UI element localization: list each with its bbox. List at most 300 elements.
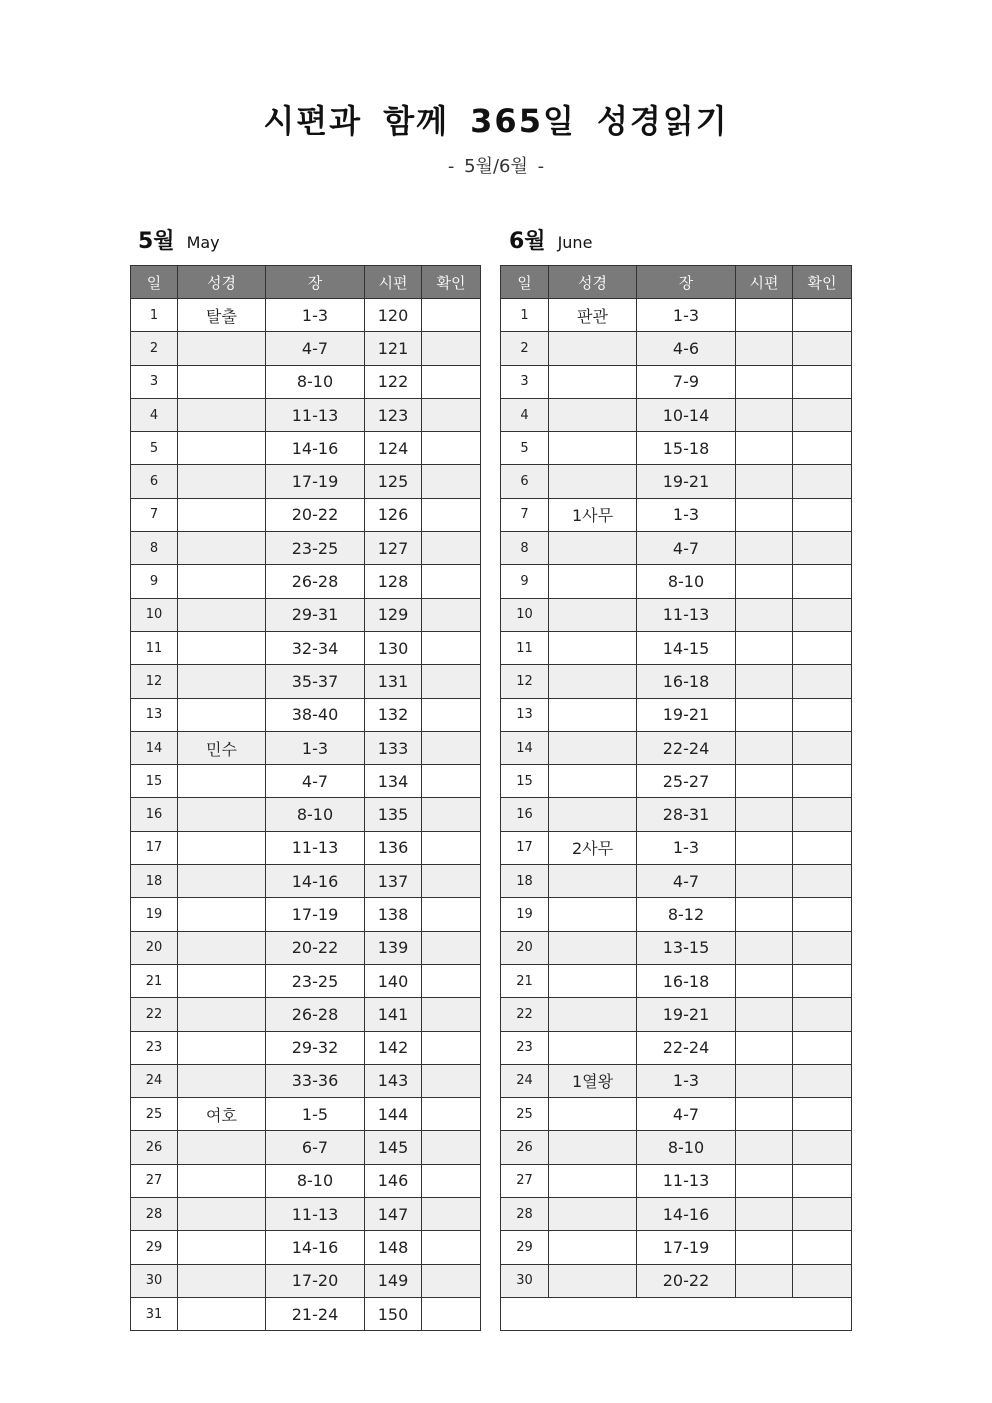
chapter-cell: 6-7: [266, 1131, 365, 1164]
day-cell: 29: [131, 1231, 178, 1264]
chapter-cell: 20-22: [637, 1264, 736, 1297]
chapter-cell: 11-13: [266, 398, 365, 431]
check-cell[interactable]: [793, 432, 852, 465]
check-cell[interactable]: [422, 1198, 481, 1231]
check-cell[interactable]: [422, 565, 481, 598]
book-cell: [178, 332, 266, 365]
check-cell[interactable]: [793, 831, 852, 864]
chapter-cell: 1-3: [637, 1064, 736, 1097]
day-cell: 1: [131, 299, 178, 332]
chapter-cell: 17-19: [266, 465, 365, 498]
check-cell[interactable]: [422, 631, 481, 664]
day-cell: 16: [501, 798, 549, 831]
day-cell: 21: [131, 964, 178, 997]
table-row: [501, 998, 852, 1031]
psalm-cell: 141: [365, 998, 422, 1031]
check-cell[interactable]: [422, 964, 481, 997]
chapter-cell: 16-18: [637, 665, 736, 698]
check-cell[interactable]: [793, 964, 852, 997]
chapter-cell: 1-3: [637, 299, 736, 332]
book-cell: [549, 898, 637, 931]
check-cell[interactable]: [422, 365, 481, 398]
table-row: [501, 299, 852, 332]
check-cell[interactable]: [793, 665, 852, 698]
table-row: [501, 765, 852, 798]
table-row: [131, 1064, 481, 1097]
book-cell: [178, 498, 266, 531]
check-cell[interactable]: [793, 898, 852, 931]
day-cell: 14: [131, 731, 178, 764]
table-row: [501, 498, 852, 531]
table-row: [131, 398, 481, 431]
day-cell: 13: [501, 698, 549, 731]
psalm-cell: [736, 998, 793, 1031]
chapter-cell: 26-28: [266, 998, 365, 1031]
check-cell[interactable]: [422, 332, 481, 365]
table-row: [131, 532, 481, 565]
table-row: [501, 964, 852, 997]
check-cell[interactable]: [793, 332, 852, 365]
table-header-row: [501, 266, 852, 299]
psalm-cell: 133: [365, 731, 422, 764]
check-cell[interactable]: [422, 299, 481, 332]
chapter-cell: 14-16: [266, 865, 365, 898]
table-row: [131, 299, 481, 332]
check-cell[interactable]: [422, 731, 481, 764]
book-cell: 민수: [178, 731, 266, 764]
book-cell: [178, 1264, 266, 1297]
check-cell[interactable]: [793, 1031, 852, 1064]
day-cell: 3: [501, 365, 549, 398]
check-cell[interactable]: [422, 1064, 481, 1097]
psalm-cell: [736, 432, 793, 465]
chapter-cell: 4-7: [637, 1098, 736, 1131]
check-cell[interactable]: [422, 898, 481, 931]
table-row: [131, 598, 481, 631]
day-cell: 21: [501, 964, 549, 997]
psalm-cell: 138: [365, 898, 422, 931]
header-book: 성경: [549, 266, 637, 299]
psalm-cell: 125: [365, 465, 422, 498]
check-cell[interactable]: [422, 1264, 481, 1297]
chapter-cell: 13-15: [637, 931, 736, 964]
book-cell: [549, 798, 637, 831]
psalm-cell: [736, 565, 793, 598]
check-cell[interactable]: [422, 598, 481, 631]
psalm-cell: 149: [365, 1264, 422, 1297]
chapter-cell: 11-13: [637, 598, 736, 631]
day-cell: 18: [501, 865, 549, 898]
chapter-cell: 14-15: [637, 631, 736, 664]
day-cell: 18: [131, 865, 178, 898]
psalm-cell: 121: [365, 332, 422, 365]
book-cell: [178, 1231, 266, 1264]
book-cell: [178, 565, 266, 598]
day-cell: 24: [131, 1064, 178, 1097]
table-row: [501, 398, 852, 431]
check-cell[interactable]: [422, 532, 481, 565]
check-cell[interactable]: [793, 465, 852, 498]
empty-cell: [501, 1297, 852, 1330]
check-cell[interactable]: [793, 1231, 852, 1264]
check-cell[interactable]: [793, 1264, 852, 1297]
book-cell: [549, 1164, 637, 1197]
table-header-row: [131, 266, 481, 299]
book-cell: [178, 1131, 266, 1164]
check-cell[interactable]: [422, 998, 481, 1031]
psalm-cell: 148: [365, 1231, 422, 1264]
day-cell: 26: [501, 1131, 549, 1164]
psalm-cell: 143: [365, 1064, 422, 1097]
day-cell: 19: [501, 898, 549, 931]
check-cell[interactable]: [422, 765, 481, 798]
day-cell: 12: [501, 665, 549, 698]
check-cell[interactable]: [793, 1098, 852, 1131]
day-cell: 9: [131, 565, 178, 598]
day-cell: 22: [131, 998, 178, 1031]
chapter-cell: 1-3: [637, 831, 736, 864]
check-cell[interactable]: [422, 1031, 481, 1064]
header-psalm: 시편: [365, 266, 422, 299]
book-cell: [178, 465, 266, 498]
day-cell: 20: [501, 931, 549, 964]
check-cell[interactable]: [422, 831, 481, 864]
check-cell[interactable]: [793, 998, 852, 1031]
book-cell: [178, 1064, 266, 1097]
book-cell: [178, 998, 266, 1031]
table-row: [501, 698, 852, 731]
check-cell[interactable]: [422, 665, 481, 698]
book-cell: [549, 1198, 637, 1231]
book-cell: [549, 631, 637, 664]
psalm-cell: [736, 765, 793, 798]
psalm-cell: 128: [365, 565, 422, 598]
book-cell: [178, 1031, 266, 1064]
psalm-cell: [736, 1198, 793, 1231]
table-row: [501, 1164, 852, 1197]
check-cell[interactable]: [793, 1164, 852, 1197]
header-psalm: 시편: [736, 266, 793, 299]
day-cell: 31: [131, 1297, 178, 1330]
day-cell: 5: [131, 432, 178, 465]
table-row: [131, 964, 481, 997]
book-cell: [178, 765, 266, 798]
book-cell: [178, 532, 266, 565]
book-cell: [549, 998, 637, 1031]
psalm-cell: 136: [365, 831, 422, 864]
book-cell: [549, 1264, 637, 1297]
table-row: [131, 1264, 481, 1297]
chapter-cell: 20-22: [266, 931, 365, 964]
book-cell: [178, 631, 266, 664]
table-row: [131, 831, 481, 864]
header-chapter: 장: [637, 266, 736, 299]
book-cell: [178, 798, 266, 831]
table-row: [501, 1231, 852, 1264]
psalm-cell: [736, 365, 793, 398]
check-cell[interactable]: [793, 532, 852, 565]
table-row: [131, 998, 481, 1031]
psalm-cell: [736, 598, 793, 631]
header-day: 일: [501, 266, 549, 299]
book-cell: [178, 898, 266, 931]
book-cell: [549, 931, 637, 964]
chapter-cell: 8-10: [637, 1131, 736, 1164]
check-cell[interactable]: [793, 731, 852, 764]
table-row: [131, 1131, 481, 1164]
psalm-cell: 127: [365, 532, 422, 565]
table-row: [131, 798, 481, 831]
chapter-cell: 1-5: [266, 1098, 365, 1131]
book-cell: 여호: [178, 1098, 266, 1131]
book-cell: [549, 565, 637, 598]
table-row: [131, 898, 481, 931]
book-cell: [549, 532, 637, 565]
psalm-cell: 126: [365, 498, 422, 531]
check-cell[interactable]: [422, 498, 481, 531]
chapter-cell: 29-31: [266, 598, 365, 631]
check-cell[interactable]: [422, 1131, 481, 1164]
check-cell[interactable]: [422, 1231, 481, 1264]
psalm-cell: [736, 1064, 793, 1097]
check-cell[interactable]: [793, 598, 852, 631]
day-cell: 11: [501, 631, 549, 664]
psalm-cell: 144: [365, 1098, 422, 1131]
psalm-cell: [736, 831, 793, 864]
psalm-cell: [736, 1131, 793, 1164]
chapter-cell: 11-13: [637, 1164, 736, 1197]
day-cell: 10: [501, 598, 549, 631]
check-cell[interactable]: [422, 798, 481, 831]
psalm-cell: [736, 498, 793, 531]
psalm-cell: [736, 665, 793, 698]
psalm-cell: [736, 1098, 793, 1131]
table-row: [131, 365, 481, 398]
check-cell[interactable]: [793, 631, 852, 664]
page-subtitle: - 5월/6월 -: [447, 156, 545, 177]
may-reading-table: [130, 265, 481, 1331]
empty-row: [501, 1297, 852, 1330]
check-cell[interactable]: [422, 1297, 481, 1330]
table-row: [131, 498, 481, 531]
chapter-cell: 23-25: [266, 532, 365, 565]
day-cell: 11: [131, 631, 178, 664]
psalm-cell: [736, 798, 793, 831]
check-cell[interactable]: [793, 398, 852, 431]
chapter-cell: 8-12: [637, 898, 736, 931]
day-cell: 14: [501, 731, 549, 764]
chapter-cell: 4-6: [637, 332, 736, 365]
table-row: [501, 1031, 852, 1064]
book-cell: [549, 731, 637, 764]
table-row: [131, 631, 481, 664]
day-cell: 15: [131, 765, 178, 798]
table-row: [501, 1264, 852, 1297]
day-cell: 23: [501, 1031, 549, 1064]
table-row: [501, 631, 852, 664]
psalm-cell: 146: [365, 1164, 422, 1197]
table-row: [501, 465, 852, 498]
chapter-cell: 19-21: [637, 698, 736, 731]
table-row: [501, 1098, 852, 1131]
chapter-cell: 14-16: [266, 1231, 365, 1264]
book-cell: [549, 432, 637, 465]
book-cell: [549, 1098, 637, 1131]
book-cell: 1사무: [549, 498, 637, 531]
check-cell[interactable]: [422, 865, 481, 898]
check-cell[interactable]: [793, 565, 852, 598]
chapter-cell: 17-19: [266, 898, 365, 931]
psalm-cell: 135: [365, 798, 422, 831]
book-cell: [178, 398, 266, 431]
chapter-cell: 8-10: [266, 1164, 365, 1197]
check-cell[interactable]: [793, 1131, 852, 1164]
day-cell: 22: [501, 998, 549, 1031]
table-row: [501, 332, 852, 365]
psalm-cell: 134: [365, 765, 422, 798]
psalm-cell: 124: [365, 432, 422, 465]
check-cell[interactable]: [793, 698, 852, 731]
chapter-cell: 17-20: [266, 1264, 365, 1297]
check-cell[interactable]: [422, 432, 481, 465]
check-cell[interactable]: [793, 1064, 852, 1097]
day-cell: 13: [131, 698, 178, 731]
book-cell: [549, 665, 637, 698]
day-cell: 6: [501, 465, 549, 498]
day-cell: 15: [501, 765, 549, 798]
psalm-cell: 137: [365, 865, 422, 898]
table-row: [131, 1297, 481, 1330]
psalm-cell: [736, 465, 793, 498]
psalm-cell: [736, 865, 793, 898]
day-cell: 27: [131, 1164, 178, 1197]
psalm-cell: [736, 1164, 793, 1197]
chapter-cell: 7-9: [637, 365, 736, 398]
chapter-cell: 8-10: [266, 365, 365, 398]
book-cell: [549, 1131, 637, 1164]
check-cell[interactable]: [422, 465, 481, 498]
book-cell: [549, 865, 637, 898]
table-row: [501, 898, 852, 931]
table-row: [501, 598, 852, 631]
chapter-cell: 29-32: [266, 1031, 365, 1064]
table-row: [131, 765, 481, 798]
table-row: [131, 332, 481, 365]
day-cell: 5: [501, 432, 549, 465]
book-cell: [178, 931, 266, 964]
may-heading: [138, 224, 220, 254]
table-row: [501, 432, 852, 465]
day-cell: 2: [131, 332, 178, 365]
table-row: [131, 698, 481, 731]
chapter-cell: 15-18: [637, 432, 736, 465]
psalm-cell: 131: [365, 665, 422, 698]
book-cell: [549, 765, 637, 798]
book-cell: [178, 831, 266, 864]
psalm-cell: 147: [365, 1198, 422, 1231]
chapter-cell: 14-16: [266, 432, 365, 465]
check-cell[interactable]: [793, 931, 852, 964]
table-row: [131, 1031, 481, 1064]
chapter-cell: 26-28: [266, 565, 365, 598]
day-cell: 17: [131, 831, 178, 864]
day-cell: 3: [131, 365, 178, 398]
day-cell: 1: [501, 299, 549, 332]
book-cell: 1열왕: [549, 1064, 637, 1097]
table-row: [131, 465, 481, 498]
check-cell[interactable]: [793, 498, 852, 531]
psalm-cell: [736, 964, 793, 997]
check-cell[interactable]: [793, 1198, 852, 1231]
table-row: [501, 798, 852, 831]
chapter-cell: 19-21: [637, 465, 736, 498]
table-row: [131, 1164, 481, 1197]
check-cell[interactable]: [793, 299, 852, 332]
header-book: 성경: [178, 266, 266, 299]
check-cell[interactable]: [422, 1098, 481, 1131]
table-row: [501, 565, 852, 598]
table-row: [501, 1198, 852, 1231]
chapter-cell: 16-18: [637, 964, 736, 997]
psalm-cell: [736, 898, 793, 931]
day-cell: 28: [131, 1198, 178, 1231]
check-cell[interactable]: [422, 1164, 481, 1197]
psalm-cell: [736, 631, 793, 664]
table-row: [501, 865, 852, 898]
chapter-cell: 1-3: [637, 498, 736, 531]
book-cell: [178, 1297, 266, 1330]
table-row: [501, 365, 852, 398]
chapter-cell: 17-19: [637, 1231, 736, 1264]
table-row: [131, 1098, 481, 1131]
header-day: 일: [131, 266, 178, 299]
chapter-cell: 28-31: [637, 798, 736, 831]
book-cell: [549, 332, 637, 365]
table-row: [131, 931, 481, 964]
day-cell: 25: [131, 1098, 178, 1131]
check-cell[interactable]: [422, 398, 481, 431]
day-cell: 30: [131, 1264, 178, 1297]
day-cell: 28: [501, 1198, 549, 1231]
book-cell: 2사무: [549, 831, 637, 864]
psalm-cell: 142: [365, 1031, 422, 1064]
psalm-cell: [736, 332, 793, 365]
day-cell: 29: [501, 1231, 549, 1264]
chapter-cell: 21-24: [266, 1297, 365, 1330]
book-cell: [178, 665, 266, 698]
book-cell: [178, 598, 266, 631]
chapter-cell: 33-36: [266, 1064, 365, 1097]
check-cell[interactable]: [422, 698, 481, 731]
check-cell[interactable]: [793, 765, 852, 798]
june-heading: [509, 224, 592, 254]
check-cell[interactable]: [793, 865, 852, 898]
check-cell[interactable]: [422, 931, 481, 964]
chapter-cell: 20-22: [266, 498, 365, 531]
check-cell[interactable]: [793, 365, 852, 398]
day-cell: 27: [501, 1164, 549, 1197]
chapter-cell: 22-24: [637, 731, 736, 764]
day-cell: 19: [131, 898, 178, 931]
table-row: [131, 865, 481, 898]
day-cell: 26: [131, 1131, 178, 1164]
psalm-cell: 130: [365, 631, 422, 664]
table-row: [131, 665, 481, 698]
chapter-cell: 1-3: [266, 731, 365, 764]
psalm-cell: 129: [365, 598, 422, 631]
day-cell: 7: [131, 498, 178, 531]
check-cell[interactable]: [793, 798, 852, 831]
